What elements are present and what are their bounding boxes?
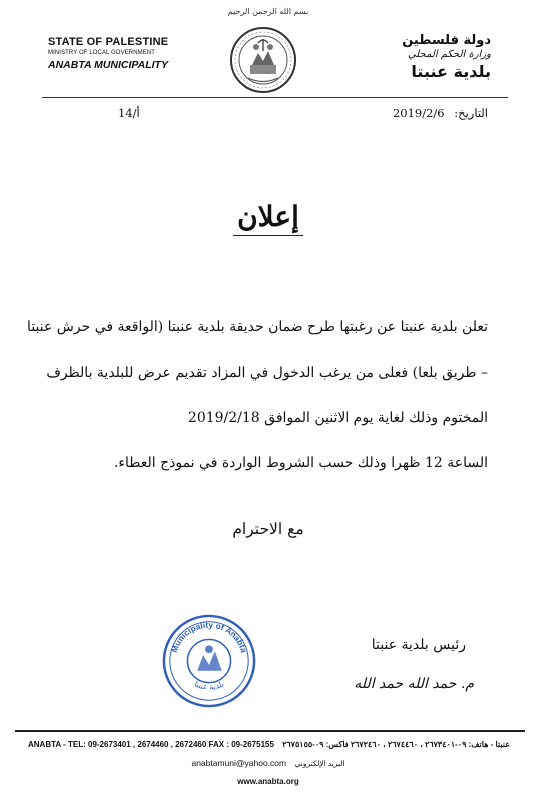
footer-contact — [28, 740, 510, 749]
document-date — [393, 106, 488, 120]
reference-number: 14/أ — [118, 106, 140, 120]
footer-contact-en: ANABTA - TEL: 09-2673401 , 2674460 , 2672460 FAX : 09-2675155 — [28, 740, 274, 749]
footer-email-label: البريد الإلكتروني — [294, 759, 345, 768]
letterhead-municipality-ar: بلدية عنبتا — [411, 62, 491, 81]
english-letterhead — [48, 36, 168, 71]
letterhead-ministry-ar: وزارة الحكم المحلي — [407, 49, 491, 60]
footer-email — [0, 758, 536, 768]
footer-email-address[interactable]: anabtamuni@yahoo.com — [191, 758, 287, 768]
letterhead-municipality: ANABTA MUNICIPALITY — [48, 59, 168, 71]
municipality-emblem-icon — [228, 25, 298, 95]
official-stamp-icon — [160, 612, 258, 710]
svg-text:بلدية عنبتا — [193, 679, 225, 691]
announcement-title — [0, 200, 536, 233]
letterhead-state: STATE OF PALESTINE — [48, 36, 169, 48]
date-label: التاريخ: — [454, 106, 488, 120]
stamp-text-top: Municipality of Anabta — [168, 619, 250, 654]
letterhead-ministry: MINISTRY OF LOCAL GOVERNMENT — [48, 50, 156, 56]
header-divider — [42, 97, 508, 98]
bismillah: بسم الله الرحمن الرحيم — [227, 7, 309, 16]
signatory-name: م. حمد الله حمد الله — [354, 676, 474, 692]
announcement-title-text: إعلان — [233, 200, 303, 236]
arabic-letterhead — [402, 33, 491, 81]
footer-website[interactable]: www.anabta.org — [237, 777, 299, 786]
closing-regards: مع الاحترام — [232, 520, 304, 538]
date-value: 2019/2/6 — [392, 106, 445, 120]
body-line-2: – طريق بلعا) فعلى من يرغب الدخول في المزاد تقديم عرض للبلدية بالظرف — [46, 365, 488, 381]
body-line-1: تعلن بلدية عنبتا عن رغبتها طرح ضمان حديقة بلدية عنبتا (الواقعة في حرش عنبتا — [27, 319, 488, 335]
letterhead-state-ar: دولة فلسطين — [402, 33, 491, 48]
body-line-4: الساعة 12 ظهرا وذلك حسب الشروط الواردة في نموذج العطاء. — [113, 455, 488, 471]
stamp-text-bottom: بلدية عنبتا — [192, 679, 226, 692]
footer-contact-ar: عنبتا - هاتف: ٠٩-٢٦٧٣٤٠١ ، ٢٦٧٤٤٦٠ ، ٢٦٧٢٤٦٠ فاكس: ٠٩-٢٦٧٥١٥٥ — [282, 740, 510, 749]
signatory-title: رئيس بلدية عنبتا — [371, 637, 466, 653]
body-line-3: المختوم وذلك لغاية يوم الاثنين الموافق 2019/2/18 — [187, 410, 488, 426]
